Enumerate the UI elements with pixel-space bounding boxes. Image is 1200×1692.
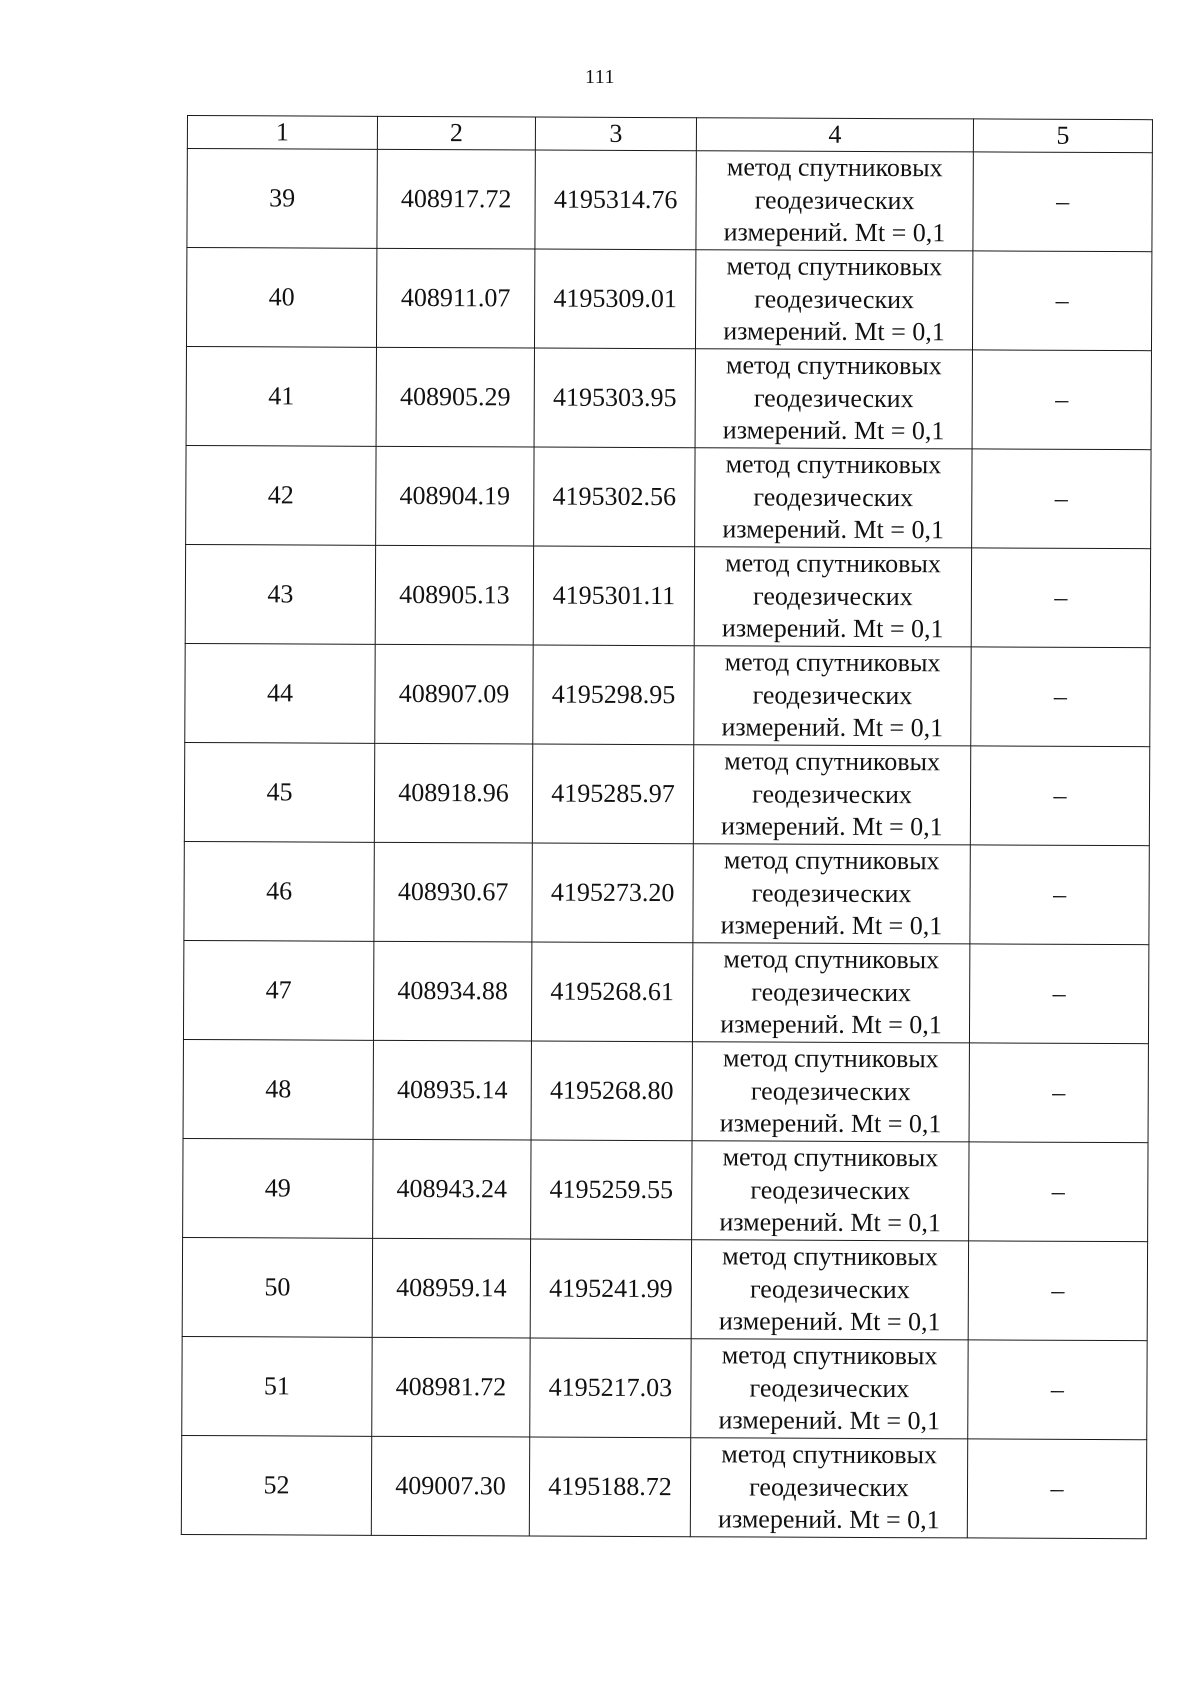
method-text-line: геодезических (749, 1472, 909, 1502)
method-text-line: геодезических (752, 779, 912, 809)
method-cell (693, 844, 970, 944)
page-number: 111 (584, 66, 615, 88)
method-text-line: измерений. Mt = 0,1 (720, 1009, 942, 1040)
x-coordinate-cell: 408930.67 (374, 842, 532, 942)
table-row (183, 940, 1148, 1043)
y-coordinate-cell: 4195303.95 (534, 348, 695, 448)
y-coordinate-cell: 4195301.11 (533, 546, 694, 646)
method-text-line: измерений. Mt = 0,1 (723, 217, 946, 248)
table-row (183, 1039, 1148, 1142)
method-text-line: геодезических (753, 482, 914, 512)
note-cell: – (970, 845, 1149, 945)
point-number-cell: 44 (185, 643, 375, 743)
table-row (186, 248, 1151, 351)
point-number-cell: 43 (185, 544, 375, 644)
method-text-line: геодезических (753, 383, 914, 413)
point-number-cell: 45 (184, 742, 374, 842)
note-cell: – (973, 152, 1152, 252)
point-number-cell: 46 (184, 841, 374, 941)
method-text-line: метод спутниковых (723, 944, 940, 975)
note-cell: – (970, 746, 1149, 846)
y-coordinate-cell: 4195241.99 (530, 1239, 691, 1339)
point-number-cell: 39 (187, 149, 377, 249)
method-text-line: метод спутниковых (722, 1142, 939, 1173)
method-cell (694, 547, 971, 647)
method-text-line: метод спутниковых (726, 251, 943, 282)
x-coordinate-cell: 409007.30 (371, 1436, 529, 1536)
point-number-cell: 49 (183, 1138, 373, 1238)
method-text-line: измерений. Mt = 0,1 (722, 415, 945, 446)
method-text-line: геодезических (750, 1076, 911, 1106)
method-cell (690, 1438, 967, 1538)
point-number-cell: 50 (182, 1237, 372, 1337)
note-cell: – (971, 548, 1150, 648)
x-coordinate-cell: 408911.07 (376, 248, 534, 348)
x-coordinate-cell: 408935.14 (373, 1040, 531, 1140)
column-header-5: 5 (973, 119, 1152, 153)
method-cell (691, 1339, 968, 1439)
method-text-line: измерений. Mt = 0,1 (718, 1405, 941, 1436)
x-coordinate-cell: 408934.88 (373, 941, 531, 1041)
x-coordinate-cell: 408907.09 (375, 644, 533, 744)
table-row (184, 742, 1149, 845)
y-coordinate-cell: 4195285.97 (532, 744, 693, 844)
note-cell: – (969, 1142, 1148, 1242)
y-coordinate-cell: 4195268.61 (531, 942, 692, 1042)
table-row (181, 1435, 1146, 1538)
point-number-cell: 42 (186, 445, 376, 545)
method-text-line: измерений. Mt = 0,1 (721, 712, 944, 743)
table-row (182, 1336, 1147, 1439)
note-cell: – (972, 449, 1151, 549)
method-cell (691, 1240, 968, 1340)
note-cell: – (968, 1340, 1147, 1440)
point-number-cell: 40 (186, 248, 376, 348)
table-row (187, 149, 1152, 252)
method-text-line: измерений. Mt = 0,1 (721, 811, 943, 842)
y-coordinate-cell: 4195217.03 (530, 1338, 691, 1438)
method-text-line: геодезических (752, 680, 913, 710)
method-text-line: измерений. Mt = 0,1 (718, 1504, 940, 1535)
method-text-line: измерений. Mt = 0,1 (719, 1207, 942, 1238)
y-coordinate-cell: 4195259.55 (531, 1140, 692, 1240)
method-cell (692, 1042, 969, 1142)
point-number-cell: 48 (183, 1039, 373, 1139)
method-text-line: геодезических (754, 185, 915, 215)
header-row (187, 116, 1152, 153)
coordinates-table (181, 115, 1153, 1539)
method-text-line: измерений. Mt = 0,1 (721, 613, 944, 644)
y-coordinate-cell: 4195314.76 (535, 150, 696, 250)
method-cell (695, 448, 972, 548)
table-row (186, 346, 1151, 449)
column-header-3: 3 (535, 117, 696, 151)
method-text-line: измерений. Mt = 0,1 (723, 316, 945, 347)
note-cell: – (972, 251, 1151, 351)
column-header-2: 2 (377, 116, 535, 150)
method-cell (696, 151, 973, 251)
method-text-line: геодезических (751, 878, 912, 908)
method-text-line: измерений. Mt = 0,1 (718, 1306, 941, 1337)
point-number-cell: 41 (186, 346, 376, 446)
method-text-line: измерений. Mt = 0,1 (720, 910, 943, 941)
table-row (182, 1237, 1147, 1340)
x-coordinate-cell: 408943.24 (373, 1139, 531, 1239)
method-cell (692, 943, 969, 1043)
coordinates-table-container (181, 115, 1152, 1539)
note-cell: – (968, 1241, 1147, 1341)
note-cell: – (971, 647, 1150, 747)
x-coordinate-cell: 408981.72 (372, 1337, 530, 1437)
method-text-line: метод спутниковых (721, 1439, 938, 1470)
table-header (187, 116, 1152, 153)
method-text-line: метод спутниковых (725, 548, 941, 579)
x-coordinate-cell: 408959.14 (372, 1238, 530, 1338)
x-coordinate-cell: 408917.72 (377, 149, 535, 249)
point-number-cell: 52 (181, 1435, 371, 1535)
table-row (185, 643, 1150, 746)
method-text-line: метод спутниковых (726, 152, 943, 183)
method-cell (694, 646, 971, 746)
x-coordinate-cell: 408918.96 (374, 743, 532, 843)
method-text-line: метод спутниковых (721, 1340, 938, 1371)
method-text-line: геодезических (750, 1175, 911, 1205)
column-header-1: 1 (187, 116, 377, 150)
method-text-line: метод спутниковых (724, 746, 941, 777)
method-text-line: геодезических (754, 284, 915, 314)
method-cell (695, 250, 972, 350)
table-row (184, 841, 1149, 944)
method-text-line: метод спутниковых (725, 350, 942, 381)
method-text-line: метод спутниковых (723, 845, 940, 876)
method-text-line: геодезических (751, 977, 912, 1007)
x-coordinate-cell: 408905.13 (375, 545, 533, 645)
method-text-line: геодезических (749, 1274, 910, 1304)
method-text-line: метод спутниковых (722, 1241, 938, 1272)
table-body (181, 149, 1152, 1539)
note-cell: – (972, 350, 1151, 450)
method-cell (692, 1141, 969, 1241)
method-text-line: метод спутниковых (724, 647, 941, 678)
table-row (183, 1138, 1148, 1241)
table-row (186, 445, 1151, 548)
point-number-cell: 47 (183, 940, 373, 1040)
x-coordinate-cell: 408905.29 (376, 347, 534, 447)
x-coordinate-cell: 408904.19 (376, 446, 534, 546)
method-cell (693, 745, 970, 845)
y-coordinate-cell: 4195309.01 (534, 249, 695, 349)
y-coordinate-cell: 4195188.72 (529, 1437, 690, 1537)
table-row (185, 544, 1150, 647)
note-cell: – (967, 1439, 1146, 1539)
method-text-line: измерений. Mt = 0,1 (719, 1108, 942, 1139)
method-text-line: измерений. Mt = 0,1 (722, 514, 945, 545)
method-text-line: геодезических (749, 1373, 910, 1403)
point-number-cell: 51 (182, 1336, 372, 1436)
y-coordinate-cell: 4195298.95 (533, 645, 694, 745)
y-coordinate-cell: 4195268.80 (531, 1041, 692, 1141)
y-coordinate-cell: 4195273.20 (532, 843, 693, 943)
method-cell (695, 349, 972, 449)
method-text-line: метод спутниковых (722, 1043, 939, 1074)
method-text-line: геодезических (752, 581, 913, 611)
y-coordinate-cell: 4195302.56 (534, 447, 695, 547)
column-header-4: 4 (696, 118, 973, 152)
method-text-line: метод спутниковых (725, 449, 942, 480)
note-cell: – (969, 944, 1148, 1044)
note-cell: – (969, 1043, 1148, 1143)
